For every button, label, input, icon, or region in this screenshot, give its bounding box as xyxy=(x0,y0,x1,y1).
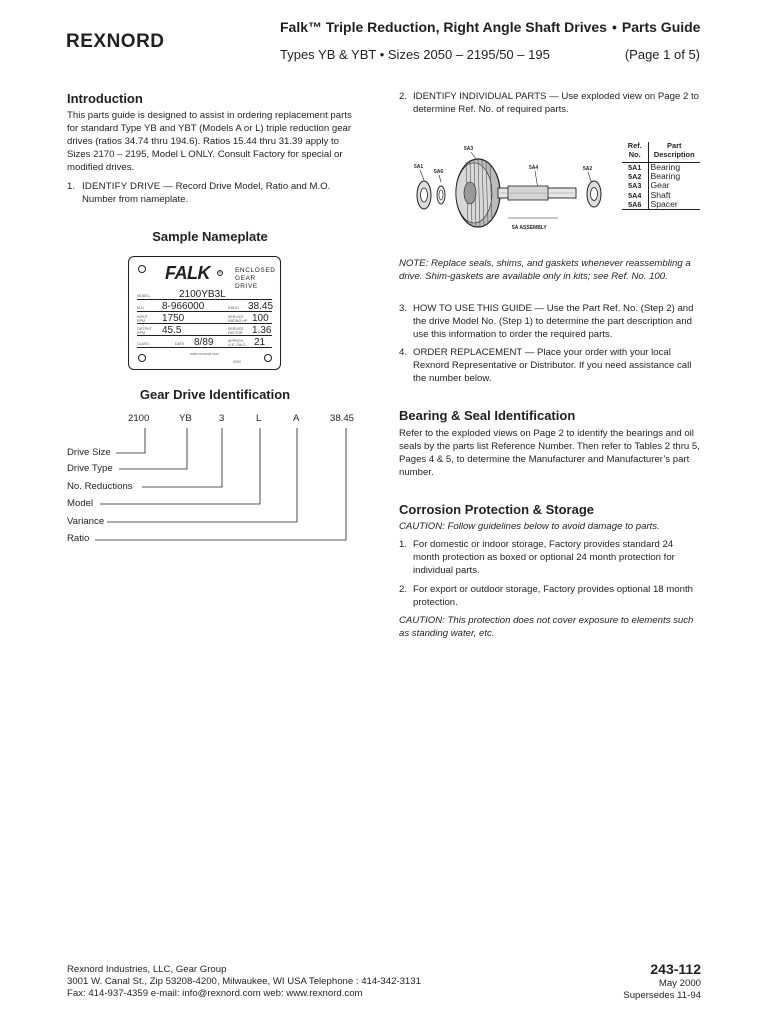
output-rpm-value: 45.5 xyxy=(162,325,182,336)
col-ref-no: Ref. No. xyxy=(622,142,648,163)
corrosion-heading: Corrosion Protection & Storage xyxy=(399,502,595,517)
gear-drive-text: GEAR DRIVE xyxy=(235,275,258,290)
enclosed-gear-drive-label xyxy=(235,267,280,291)
leader-drive-size xyxy=(116,428,145,453)
step-2-number: 2. xyxy=(399,91,408,102)
step-3-keyword: HOW TO USE THIS GUIDE — xyxy=(413,303,545,314)
sample-nameplate xyxy=(128,256,281,370)
storage-item-2-number: 2. xyxy=(399,584,408,595)
document-subtitle xyxy=(280,47,700,62)
model-label: MODEL xyxy=(137,294,150,298)
nameplate-row-class xyxy=(137,337,272,348)
nameplate-row-mo xyxy=(137,301,272,312)
note-paragraph xyxy=(399,258,701,284)
gallons-value: 21 xyxy=(254,337,266,348)
class-label: CLASS xyxy=(137,342,149,346)
nameplate-row-input xyxy=(137,313,272,324)
input-rpm-label: INPUT RPM xyxy=(137,315,148,323)
leader-drive-type xyxy=(119,428,187,469)
desc-cell: Bearing xyxy=(650,171,681,182)
step-1 xyxy=(67,181,357,207)
ref-cell: 5A1 xyxy=(622,163,648,173)
code-variance: A xyxy=(293,413,300,424)
caution-2-text: This protection does not cover exposure to elements such as standing water, etc. xyxy=(399,615,694,639)
title-main: Falk™ Triple Reduction, Right Angle Shaft Drives xyxy=(280,19,607,35)
rexnord-logo xyxy=(66,28,194,52)
label-no-reductions: No. Reductions xyxy=(67,481,133,492)
supersedes: Supersedes 11-94 xyxy=(623,990,701,1001)
ref-cell: 5A4 xyxy=(622,191,648,200)
service-rating-value: 100 xyxy=(252,313,269,324)
storage-item-1-text: For domestic or indoor storage, Factory provides standard 24 month protection as boxed or optional 24 month protection for individual parts. xyxy=(413,539,675,576)
step-2-text: Use exploded view on Page 2 to determine Ref. No. of required parts. xyxy=(413,91,699,115)
note-text: Replace seals, shims, and gaskets whenever reassembling a drive. Shim-gaskets are available only in kits; see Ref. No. 100. xyxy=(399,258,691,282)
nameplate-row-model xyxy=(137,289,272,300)
label-model: Model xyxy=(67,498,94,509)
step-2 xyxy=(399,91,699,117)
storage-item-2 xyxy=(399,584,699,610)
diagram-label-5a4: 5A4 xyxy=(529,165,539,171)
code-ratio: 38.45 xyxy=(330,413,355,424)
desc-cell: Shaft xyxy=(650,189,671,200)
step-3-number: 3. xyxy=(399,303,408,314)
storage-item-1-number: 1. xyxy=(399,539,408,550)
document-number: 243-112 xyxy=(650,961,701,977)
footer-contact xyxy=(67,964,421,1001)
mo-value: 8-966000 xyxy=(162,301,205,312)
sample-nameplate-heading: Sample Nameplate xyxy=(152,229,268,244)
ratio-value: 38.45 xyxy=(248,301,274,312)
bearing-seal-text: Refer to the exploded views on Page 2 to identify the bearings and oil seals by the parts list Reference Number. Then refer to Tables 2 thru 5, Pages 4 & 5, to determine the Manufacturer and Manufacturer’s part number. xyxy=(399,428,700,478)
diagram-label-5a3: 5A3 xyxy=(464,146,474,152)
service-rating-label: SERVICE RATING HP xyxy=(228,315,248,323)
logo-text: REXNORD xyxy=(66,31,165,52)
step-3 xyxy=(399,303,699,342)
date-value: 8/89 xyxy=(194,337,214,348)
table-header-row xyxy=(622,142,700,163)
label-variance: Variance xyxy=(67,516,105,527)
desc-cell: Bearing xyxy=(650,162,681,172)
title-bullet: • xyxy=(611,19,617,35)
label-drive-type: Drive Type xyxy=(67,463,113,474)
gear-5a3-icon xyxy=(456,159,500,227)
introduction-heading: Introduction xyxy=(67,91,143,106)
gear-drive-identification-heading: Gear Drive Identification xyxy=(139,387,291,402)
ratio-label: RATIO xyxy=(228,306,239,310)
date-label: DATE xyxy=(175,342,185,346)
nameplate-code: 0000 xyxy=(233,360,241,364)
code-drive-size: 2100 xyxy=(128,413,150,424)
parts-reference-table xyxy=(622,142,700,210)
mo-label: M.O. xyxy=(137,306,145,310)
page-indicator: (Page 1 of 5) xyxy=(624,47,700,62)
ref-cell: 5A2 xyxy=(622,172,648,181)
step-1-number: 1. xyxy=(67,181,76,192)
input-rpm-value: 1750 xyxy=(162,313,185,324)
step-4-text: Place your order with your local Rexnord Representative or Distributor. If you need assistance call the number below. xyxy=(413,347,692,384)
storage-item-2-text: For export or outdoor storage, Factory provides optional 18 month protection. xyxy=(413,584,693,608)
code-drive-type: YB xyxy=(179,413,192,424)
step-1-keyword: IDENTIFY DRIVE — xyxy=(82,181,173,192)
col-part-description: Part Description xyxy=(648,142,700,163)
label-drive-size: Drive Size xyxy=(67,447,111,458)
label-ratio: Ratio xyxy=(67,533,90,544)
enclosed-text: ENCLOSED xyxy=(235,267,276,274)
bearing-seal-heading: Bearing & Seal Identification xyxy=(399,408,576,423)
diagram-label-5a2: 5A2 xyxy=(583,166,593,172)
bearing-5a2-icon xyxy=(587,181,601,207)
mounting-hole-icon xyxy=(138,265,146,273)
caution-1 xyxy=(399,521,703,534)
nameplate-row-output xyxy=(137,325,272,336)
diagram-assembly-label: 5A ASSEMBLY xyxy=(512,225,547,231)
leader-variance xyxy=(107,428,297,522)
caution-1-label: CAUTION: xyxy=(399,521,445,532)
table-row xyxy=(622,200,700,210)
caution-2-label: CAUTION: xyxy=(399,615,445,626)
exploded-parts-diagram xyxy=(408,140,614,232)
diagram-label-5a1: 5A1 xyxy=(414,164,424,170)
registered-mark: ® xyxy=(218,270,222,275)
footer-address: 3001 W. Canal St., Zip 53208-4200, Milwaukee, WI USA Telephone : 414-342-3131 xyxy=(67,976,421,988)
code-model: L xyxy=(256,413,262,424)
step-2-keyword: IDENTIFY INDIVIDUAL PARTS — xyxy=(413,91,559,102)
subtitle-types-sizes: Types YB & YBT • Sizes 2050 – 2195/50 – 195 xyxy=(280,47,550,62)
document-date: May 2000 xyxy=(658,978,701,989)
note-label: NOTE: xyxy=(399,258,429,269)
diagram-label-5a6: 5A6 xyxy=(434,169,444,175)
step-3-text: Use the Part Ref. No. (Step 2) and the drive Model No. (Step 1) to determine the part description and use this information to order the required parts. xyxy=(413,303,694,340)
step-4-number: 4. xyxy=(399,347,408,358)
leader-reductions xyxy=(142,428,222,487)
model-value: 2100YB3L xyxy=(179,289,226,300)
spacer-5a6-icon xyxy=(437,186,445,204)
storage-item-1 xyxy=(399,539,699,578)
service-factor-value: 1.36 xyxy=(252,325,272,336)
footer-company: Rexnord Industries, LLC, Gear Group xyxy=(67,964,227,975)
leader-model xyxy=(100,428,260,504)
output-rpm-label: OUTPUT RPM xyxy=(137,327,152,335)
service-factor-label: SERVICE FACTOR xyxy=(228,327,244,335)
ref-cell: 5A3 xyxy=(622,181,648,190)
title-guide: Parts Guide xyxy=(621,19,701,35)
ref-cell: 5A6 xyxy=(622,200,648,210)
code-reductions: 3 xyxy=(219,413,225,424)
falk-brand: FALK xyxy=(165,263,210,283)
gallons-label: APPROX. U.S. GALS. xyxy=(228,339,247,347)
step-1-text: Record Drive Model, Ratio and M.O. Number from nameplate. xyxy=(82,181,331,205)
nameplate-url: www.rexnord.com xyxy=(190,352,219,356)
desc-cell: Spacer xyxy=(648,200,700,210)
step-4 xyxy=(399,347,699,386)
step-4-keyword: ORDER REPLACEMENT — xyxy=(413,347,535,358)
bearing-5a1-icon xyxy=(417,181,431,209)
caution-2 xyxy=(399,615,703,641)
desc-cell: Gear xyxy=(650,180,670,191)
caution-1-text: Follow guidelines below to avoid damage to parts. xyxy=(444,521,660,532)
document-title xyxy=(280,19,700,35)
introduction-text: This parts guide is designed to assist in ordering replacement parts for standard Type YB and YBT (Models A or L) triple reduction gear drives (ratios 34.74 thru 194.6). Ratios 15.44 thru 31.39 apply to Sizes 2170 – 2195, Model L ONLY. Consult Factory for special or modified drives. xyxy=(67,110,352,173)
footer-fax-email-web: Fax: 414-937-4359 e-mail: info@rexnord.com web: www.rexnord.com xyxy=(67,988,363,1000)
shaft-5a4-icon xyxy=(498,186,576,200)
